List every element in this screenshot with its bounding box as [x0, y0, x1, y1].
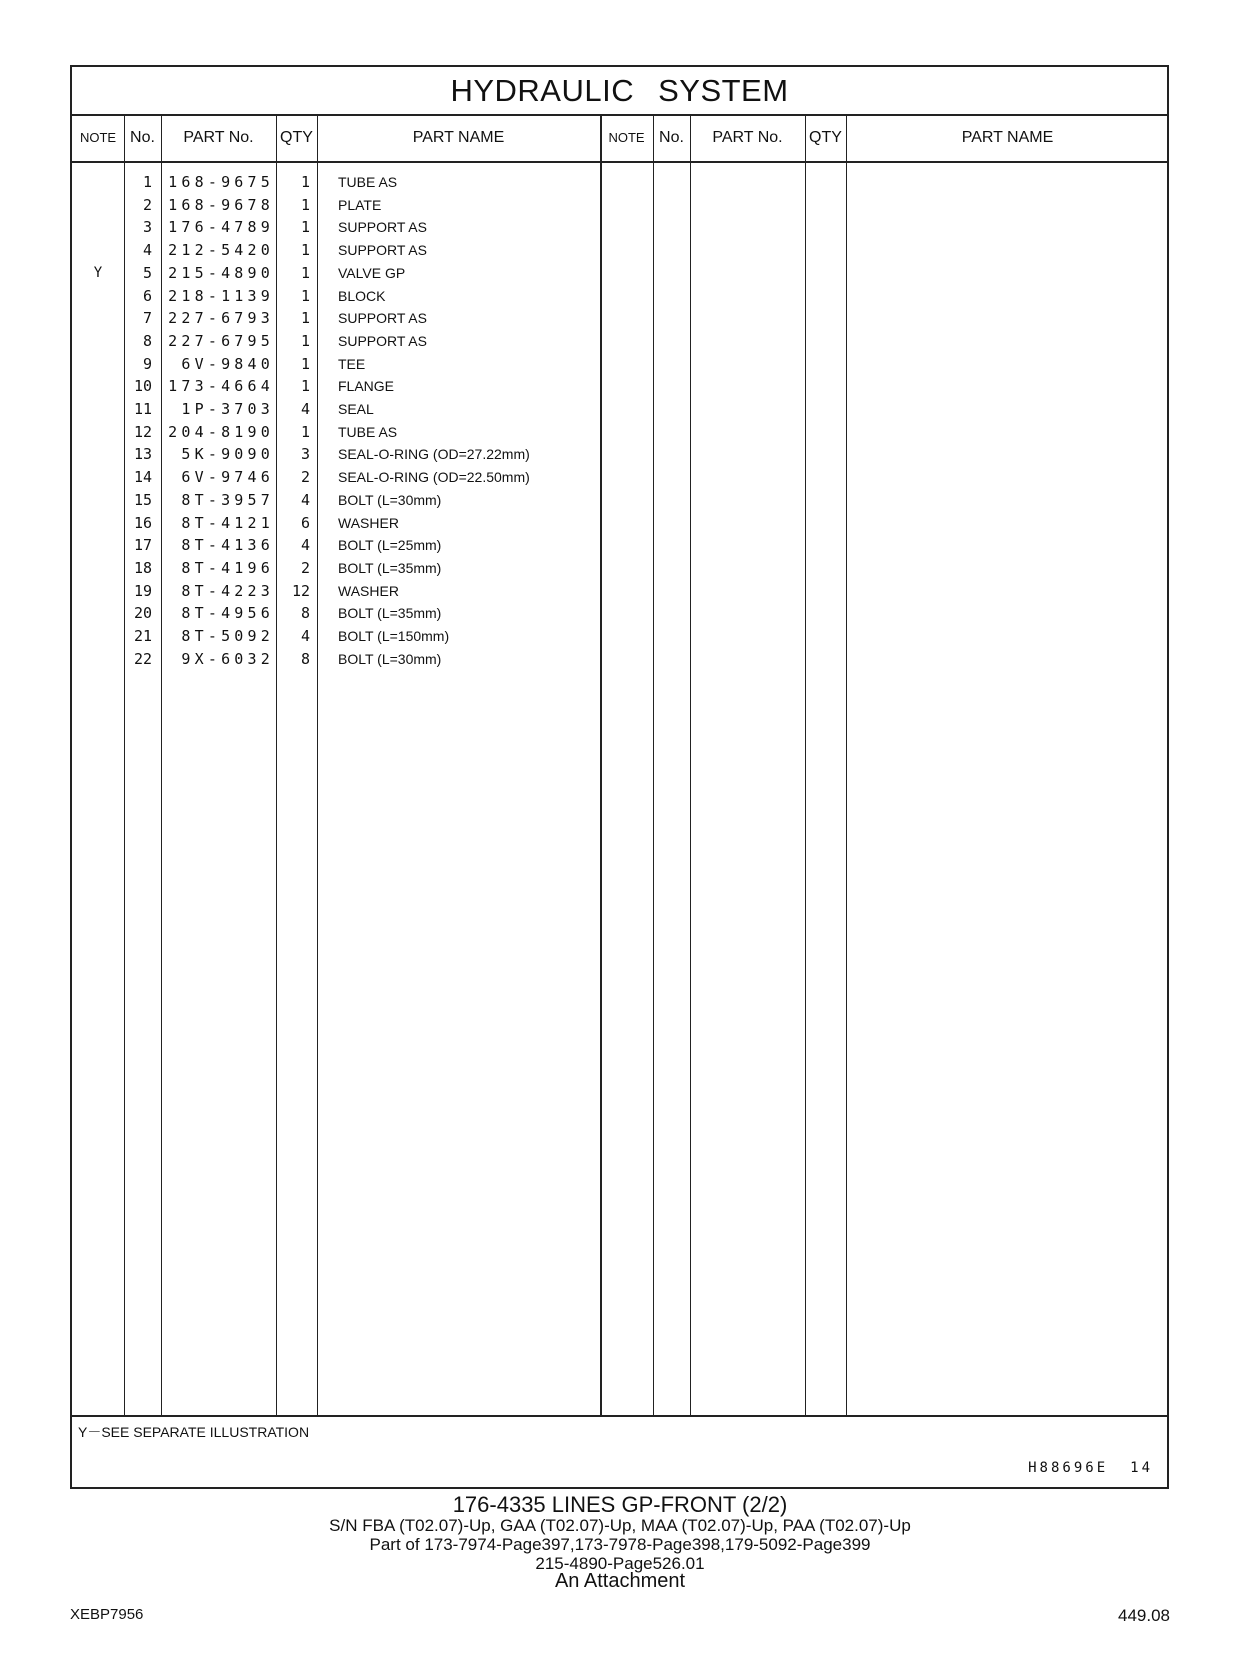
- title-word-1: HYDRAULIC: [450, 73, 635, 108]
- header-note-right: NOTE: [608, 130, 645, 145]
- section-title: [72, 67, 1167, 116]
- row-part-number: 173-4664: [168, 377, 274, 396]
- row-part-name: BLOCK: [338, 287, 386, 304]
- row-part-name: VALVE GP: [338, 264, 406, 281]
- table-row: [72, 489, 600, 512]
- row-number: 5: [142, 263, 152, 282]
- row-quantity: 2: [300, 558, 310, 577]
- row-part-name: BOLT (L=30mm): [338, 491, 442, 508]
- header-no-left: No.: [130, 129, 155, 146]
- row-part-name: SUPPORT AS: [338, 332, 427, 349]
- table-row: [72, 375, 600, 398]
- row-quantity: 1: [300, 195, 310, 214]
- row-quantity: 3: [300, 445, 310, 464]
- table-row: [72, 512, 600, 535]
- row-part-number: 168-9678: [168, 195, 274, 214]
- row-part-number: 204-8190: [168, 422, 274, 441]
- row-quantity: 1: [300, 263, 310, 282]
- row-quantity: 1: [300, 422, 310, 441]
- row-number: 4: [142, 241, 152, 260]
- group-title: 176-4335 LINES GP-FRONT (2/2): [452, 1492, 788, 1517]
- row-part-number: 227-6793: [168, 309, 274, 328]
- row-number: 21: [133, 627, 152, 645]
- row-number: 11: [133, 400, 152, 418]
- row-part-number: 1P-3703: [181, 400, 274, 418]
- row-number: 12: [133, 422, 152, 441]
- part-of-references: Part of 173-7974-Page397,173-7978-Page398,179-5092-Page399: [369, 1535, 871, 1554]
- header-qty-left: QTY: [280, 129, 313, 146]
- page-number: 449.08: [1118, 1606, 1170, 1625]
- row-number: 18: [133, 558, 152, 577]
- row-number: 1: [142, 173, 152, 191]
- row-quantity: 8: [300, 604, 310, 623]
- table-row: [72, 171, 600, 194]
- row-part-name: SEAL-O-RING (OD=27.22mm): [338, 446, 530, 463]
- row-quantity: 12: [291, 581, 310, 600]
- table-row: [72, 557, 600, 580]
- row-part-number: 6V-9746: [181, 468, 274, 487]
- row-number: 2: [142, 195, 152, 214]
- page-reference: 215-4890-Page526.01: [535, 1554, 705, 1573]
- row-number: 13: [133, 445, 152, 464]
- row-number: 9: [142, 354, 152, 373]
- row-part-name: WASHER: [338, 582, 399, 599]
- row-part-number: 8T-4956: [181, 604, 274, 623]
- row-part-name: SUPPORT AS: [338, 310, 427, 327]
- row-quantity: 4: [300, 400, 310, 418]
- row-quantity: 1: [300, 331, 310, 350]
- row-part-name: TUBE AS: [338, 174, 398, 190]
- row-part-number: 8T-4223: [181, 581, 274, 600]
- row-part-number: 215-4890: [168, 263, 274, 282]
- table-row: [72, 330, 600, 353]
- row-quantity: 4: [300, 490, 310, 509]
- illustration-reference: [1028, 1460, 1153, 1476]
- footnote: Y－SEE SEPARATE ILLUSTRATION: [78, 1424, 310, 1440]
- row-part-number: 227-6795: [168, 331, 274, 350]
- row-part-name: WASHER: [338, 514, 399, 531]
- row-part-number: 8T-4196: [181, 558, 274, 577]
- row-part-number: 8T-5092: [181, 627, 274, 645]
- row-quantity: 1: [300, 218, 310, 237]
- header-part-name-right: PART NAME: [961, 129, 1054, 146]
- table-row: [72, 466, 600, 489]
- header-part-name-left: PART NAME: [412, 129, 505, 146]
- table-row: [72, 443, 600, 466]
- row-part-name: FLANGE: [338, 378, 395, 395]
- serial-range: S/N FBA (T02.07)-Up, GAA (T02.07)-Up, MAA (T02.07)-Up, PAA (T02.07)-Up: [329, 1516, 911, 1535]
- title-word-2: SYSTEM: [658, 73, 789, 108]
- header-no-right: No.: [659, 129, 684, 146]
- table-row: [72, 534, 600, 557]
- table-row: [72, 648, 600, 671]
- parts-table-body: [72, 163, 1167, 1415]
- row-number: 16: [133, 513, 152, 532]
- header-note-left: NOTE: [79, 130, 117, 145]
- document-id: XEBP7956: [70, 1606, 144, 1623]
- row-part-name: BOLT (L=35mm): [338, 559, 442, 576]
- row-part-name: SEAL: [338, 401, 374, 417]
- row-quantity: 1: [300, 309, 310, 328]
- row-part-name: BOLT (L=30mm): [338, 650, 442, 667]
- row-number: 22: [133, 649, 152, 668]
- reference-code: H88696E: [1028, 1460, 1109, 1476]
- row-part-name: BOLT (L=25mm): [338, 537, 442, 554]
- table-row: [72, 353, 600, 376]
- row-part-number: 8T-3957: [181, 490, 274, 509]
- row-part-number: 168-9675: [168, 173, 274, 191]
- row-part-number: 8T-4136: [181, 536, 274, 555]
- table-row: [72, 216, 600, 239]
- header-qty-right: QTY: [809, 129, 842, 146]
- row-quantity: 1: [300, 377, 310, 396]
- row-number: 15: [133, 490, 152, 509]
- row-part-number: 212-5420: [168, 241, 274, 260]
- table-row: [72, 421, 600, 444]
- row-note: Y: [93, 264, 103, 281]
- table-row: [72, 307, 600, 330]
- row-quantity: 6: [300, 513, 310, 532]
- row-quantity: 1: [300, 173, 310, 191]
- row-number: 7: [142, 309, 152, 328]
- table-row: [72, 194, 600, 217]
- row-part-number: 6V-9840: [181, 354, 274, 373]
- row-quantity: 1: [300, 354, 310, 373]
- header-part-no-right: PART No.: [712, 129, 783, 146]
- row-quantity: 1: [300, 286, 310, 305]
- row-part-name: SUPPORT AS: [338, 242, 427, 259]
- table-row: [72, 239, 600, 262]
- table-row: [72, 285, 600, 308]
- parts-list-frame: [70, 65, 1169, 1489]
- row-quantity: 4: [300, 536, 310, 555]
- table-row: [72, 625, 600, 648]
- row-number: 8: [142, 331, 152, 350]
- row-quantity: 2: [300, 468, 310, 487]
- table-row: [72, 580, 600, 603]
- row-number: 6: [142, 286, 152, 305]
- attachment-label: An Attachment: [554, 1570, 686, 1592]
- row-part-name: BOLT (L=150mm): [338, 628, 450, 644]
- row-quantity: 4: [300, 627, 310, 645]
- row-part-number: 8T-4121: [181, 513, 274, 532]
- row-number: 17: [133, 536, 152, 555]
- row-part-number: 5K-9090: [181, 445, 274, 464]
- table-row: [72, 398, 600, 421]
- footer-divider: [72, 1415, 1167, 1417]
- table-row: [72, 262, 600, 285]
- header-part-no-left: PART No.: [183, 129, 254, 146]
- row-part-name: PLATE: [338, 196, 382, 213]
- row-number: 3: [142, 218, 152, 237]
- table-row: [72, 602, 600, 625]
- row-part-name: TUBE AS: [338, 423, 398, 440]
- row-part-number: 9X-6032: [181, 649, 274, 668]
- row-part-name: TEE: [338, 355, 366, 372]
- row-number: 10: [133, 377, 152, 396]
- row-quantity: 8: [300, 649, 310, 668]
- row-number: 14: [133, 468, 152, 487]
- row-quantity: 1: [300, 241, 310, 260]
- row-number: 19: [133, 581, 152, 600]
- row-part-name: SUPPORT AS: [338, 219, 427, 236]
- row-part-name: BOLT (L=35mm): [338, 605, 442, 622]
- row-part-number: 176-4789: [168, 218, 274, 237]
- table-header: [72, 114, 1167, 163]
- row-part-number: 218-1139: [168, 286, 274, 305]
- row-part-name: SEAL-O-RING (OD=22.50mm): [338, 469, 530, 486]
- reference-sheet: 14: [1130, 1460, 1153, 1476]
- row-number: 20: [133, 604, 152, 623]
